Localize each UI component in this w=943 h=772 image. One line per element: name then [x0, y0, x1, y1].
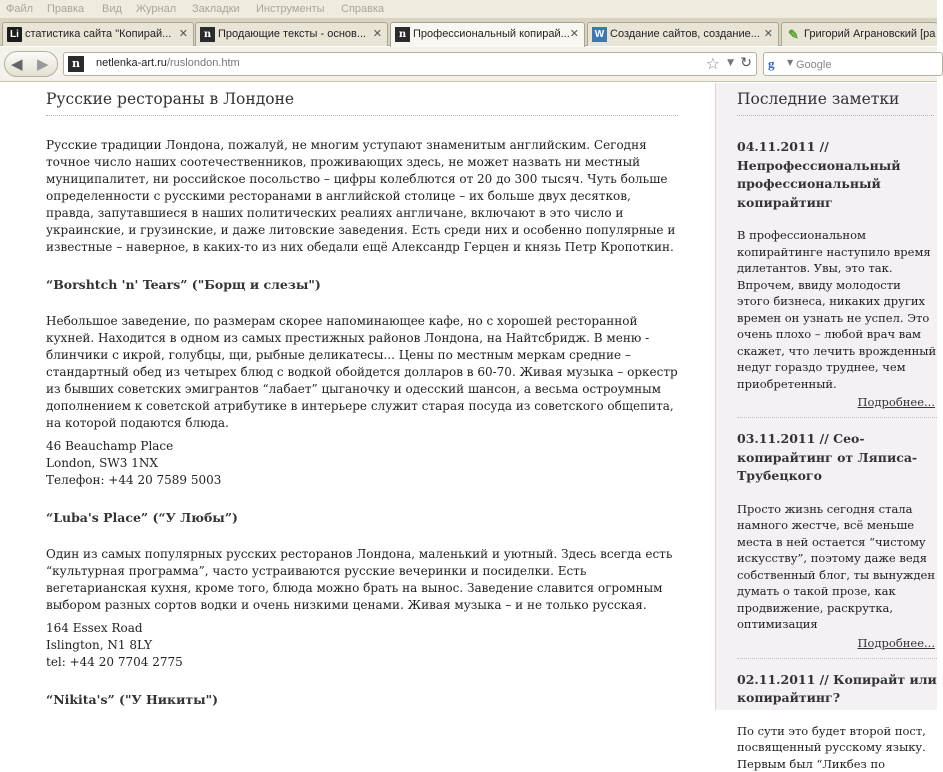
menu-tools[interactable]: Инструменты [256, 3, 325, 15]
close-icon[interactable]: ✕ [179, 27, 188, 40]
sidebar-title: Последние заметки [737, 90, 934, 116]
site-n-icon: n [395, 27, 410, 42]
sidebar [715, 83, 937, 710]
wordpress-icon: W [592, 27, 607, 42]
page-content [0, 83, 937, 710]
restaurant-description: Один из самых популярных русских ресторанов Лондона, маленький и уютный. Здесь всегда есть “культурная программа”, часто устраиваются русские вечеринки и посиделки. Есть вегетарианская кухня, кроме того, блюда можно брать на вынос. Заведение славится огромным выбором разных сортов водки и очень низкими ценами. Живая музыка – и не только русская. [46, 546, 678, 614]
address-phone: Телефон: +44 20 7589 5003 [46, 472, 678, 489]
tab-agranovsky[interactable] [781, 22, 937, 46]
tab-title: Профессиональный копирай... [413, 28, 566, 40]
read-more-link[interactable]: Подробнее... [737, 395, 937, 418]
note-excerpt: По сути это будет второй пост, посвященный русскому языку. Первым был “Ликбез по [737, 723, 937, 772]
recent-note [737, 138, 937, 418]
restaurant-heading: “Nikita's” ("У Никиты") [46, 692, 678, 707]
tab-professional-copywriting[interactable] [390, 22, 585, 47]
tab-title: Григорий Аграновский [ра [804, 28, 937, 40]
search-input[interactable] [796, 56, 936, 73]
recent-note [737, 430, 937, 659]
article [46, 83, 678, 707]
navigation-bar [0, 47, 937, 82]
tab-title: статистика сайта "Копирай... [25, 28, 175, 40]
note-excerpt: В профессиональном копирайтинге наступило время дилетантов. Увы, это так. Впрочем, ввиду молодости этого бизнеса, никаких других времен он узнать не успел. Это очень плохо – любой врач вам скажет, что лечить врожденный недуг гораздо труднее, чем приобретенный. [737, 227, 937, 392]
menu-history[interactable]: Журнал [136, 3, 176, 15]
menu-bookmarks[interactable]: Закладки [192, 3, 240, 15]
site-n-icon: n [68, 56, 84, 72]
note-title: 03.11.2011 // Сео-копирайтинг от Ляписа-Трубецкого [737, 430, 937, 486]
address-bar[interactable] [63, 52, 757, 76]
address-url[interactable] [96, 57, 240, 69]
close-icon[interactable]: ✕ [570, 27, 579, 40]
address-line: 46 Beauchamp Place [46, 438, 678, 455]
tab-bar [0, 19, 937, 46]
tab-site-creation[interactable] [587, 22, 779, 46]
menu-edit[interactable]: Правка [47, 3, 84, 15]
chevron-down-icon[interactable]: ▼ [787, 58, 793, 67]
tab-title: Создание сайтов, создание... [610, 28, 760, 40]
restaurant-description: Небольшое заведение, по размерам скорее напоминающее кафе, но с хорошей ресторанной кухней. Находится в одном из самых престижных районов Лондона, на Найтсбридж. В меню - блинчики с икрой, голубцы, щи, рыбные деликатесы... Цены по местным меркам средние – стандартный обед из четырех блюд с водкой обойдется долларов в 60-70. Живая музыка – оркестр из бывших советских эмигрантов “лабает” цыганочку и одесский шансон, а весьма остроумным дополнением к советской атрибутике в интерьере служит старая посуда из советского общепита, на которой подаются блюда. [46, 313, 678, 432]
address-phone: tel: +44 20 7704 2775 [46, 654, 678, 671]
restaurant-address [46, 438, 678, 489]
restaurant-heading: “Borshtch 'n' Tears” ("Борщ и слезы") [46, 277, 678, 292]
note-title: 04.11.2011 // Непрофессиональный профессиональный копирайтинг [737, 138, 937, 212]
liveinternet-icon: Li [7, 27, 22, 42]
site-n-icon: n [200, 27, 215, 42]
forward-arrow-icon[interactable]: ▶ [37, 55, 49, 73]
menu-help[interactable]: Справка [341, 3, 384, 15]
url-path: /ruslondon.htm [167, 57, 240, 69]
restaurant-address [46, 620, 678, 671]
address-line: 164 Essex Road [46, 620, 678, 637]
leaf-icon: ✎ [786, 27, 801, 42]
menu-bar [0, 0, 937, 19]
note-excerpt: Просто жизнь сегодня стала намного жестче, всё меньше места в ней остается “чистому искусству”, поэтому даже ведя собственный блог, ты вынужден думать о такой прозе, как продвижение, раскрутка, оптимизация [737, 501, 937, 633]
article-intro: Русские традиции Лондона, пожалуй, не многим уступают знаменитым английским. Сегодня точное число наших соотечественников, проживающих здесь, не может назвать ни местный муниципалитет, ни российское посольство – цифры колеблются от 20 до 300 тысяч. Чуть больше определенности с русскими ресторанами в английской столице – их больше двух десятков, правда, запутавшиеся в наших политических реалиях англичане, включают в это число и украинские, и грузинские, и даже литовские заведения. Есть среди них и особенно популярные и известные – наверное, в каких-то из них обедали ещё Александр Герцен и князь Петр Кропоткин. [46, 137, 678, 256]
tab-selling-texts[interactable] [195, 22, 388, 46]
note-title: 02.11.2011 // Копирайт или копирайтинг? [737, 671, 937, 708]
tab-title: Продающие тексты - основ... [218, 28, 369, 40]
chevron-down-icon[interactable]: ▼ [727, 58, 734, 68]
search-bar [763, 52, 943, 76]
menu-file[interactable]: Файл [6, 3, 33, 15]
tab-statistics[interactable] [2, 22, 194, 46]
address-line: London, SW3 1NX [46, 455, 678, 472]
reload-icon[interactable]: ↻ [740, 55, 752, 71]
close-icon[interactable]: ✕ [764, 27, 773, 40]
close-icon[interactable]: ✕ [373, 27, 382, 40]
bookmark-star-icon[interactable]: ☆ [706, 54, 720, 73]
restaurant-heading: “Luba's Place” (“У Любы”) [46, 510, 678, 525]
history-buttons [4, 51, 58, 77]
menu-view[interactable]: Вид [102, 3, 122, 15]
url-host: netlenka-art.ru [96, 57, 167, 69]
recent-note [737, 671, 937, 772]
address-line: Islington, N1 8LY [46, 637, 678, 654]
read-more-link[interactable]: Подробнее... [737, 636, 937, 659]
page-title: Русские рестораны в Лондоне [46, 90, 678, 116]
back-arrow-icon[interactable]: ◀ [11, 55, 23, 73]
google-icon[interactable]: g [768, 56, 784, 72]
